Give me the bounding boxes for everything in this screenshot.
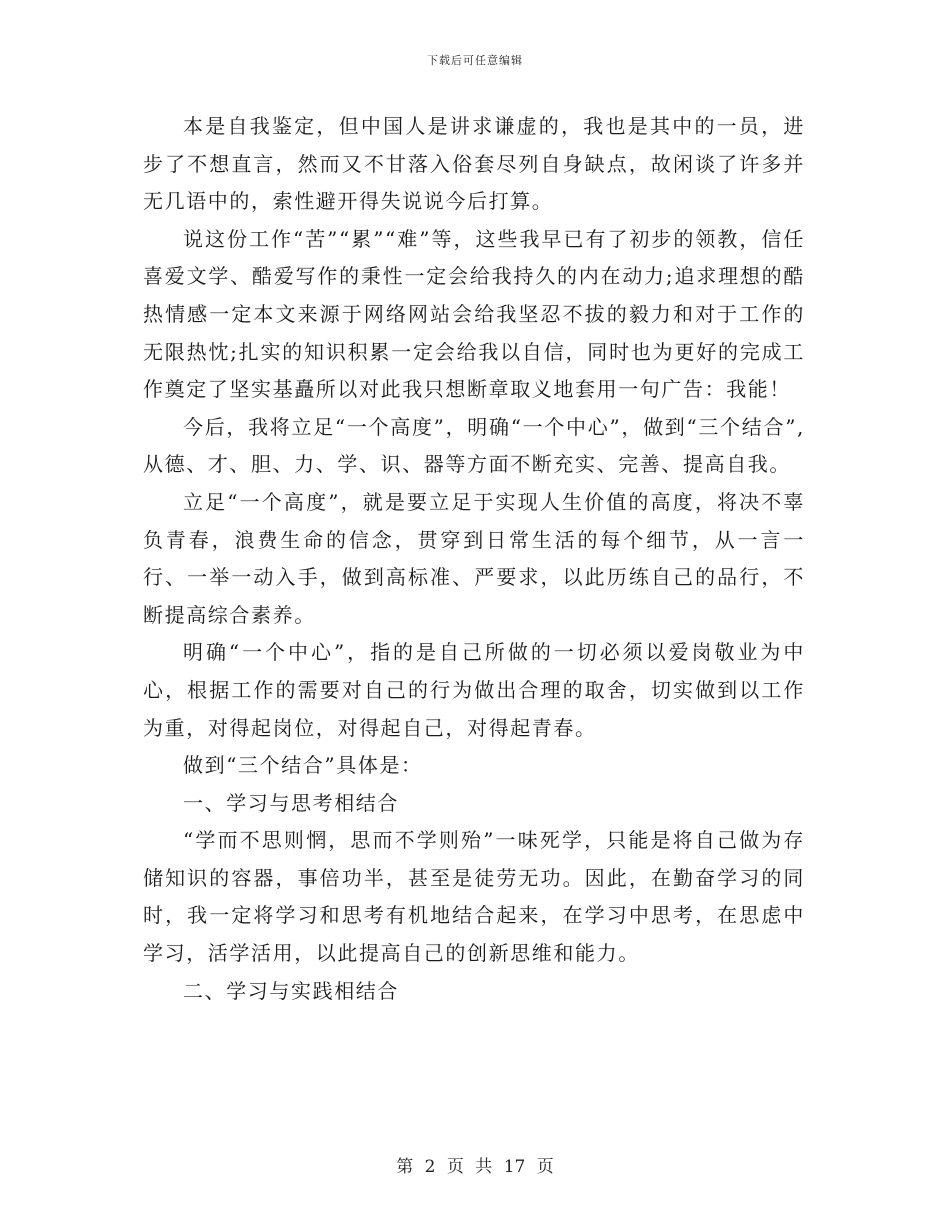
document-body (143, 108, 805, 1010)
paragraph: 说这份工作“苦”“累”“难”等，这些我早已有了初步的领教，信任喜爱文学、酷爱写作的秉性一定会给我持久的内在动力;追求理想的酷热情感一定本文来源于网络网站会给我坚忍不拔的毅力和对于工作的无限热忱;扎实的知识积累一定会给我以自信，同时也为更好的完成工作奠定了坚实基矗所以对此我只想断章取义地套用一句广告：我能！ (143, 226, 805, 402)
page-header-note: 下载后可任意编辑 (427, 54, 523, 67)
paragraph: 做到“三个结合”具体是： (183, 753, 423, 778)
section-heading: 二、学习与实践相结合 (183, 978, 399, 1003)
paragraph: 今后，我将立足“一个高度”，明确“一个中心”，做到“三个结合”,从德、才、胆、力、学、识、器等方面不断充实、完善、提高自我。 (143, 414, 805, 477)
paragraph: 本是自我鉴定，但中国人是讲求谦虚的，我也是其中的一员，进步了不想直言，然而又不甘落入俗套尽列自身缺点，故闲谈了许多并无几语中的，索性避开得失说说今后打算。 (143, 114, 805, 214)
paragraph: 立足“一个高度”，就是要立足于实现人生价值的高度，将决不辜负青春，浪费生命的信念，贯穿到日常生活的每个细节，从一言一行、一举一动入手，做到高标准、严要求，以此历练自己的品行，不断提高综合素养。 (143, 489, 805, 627)
paragraph: “学而不思则惘，思而不学则殆”一味死学，只能是将自己做为存储知识的容器，事倍功半，甚至是徒劳无功。因此，在勤奋学习的同时，我一定将学习和思考有机地结合起来，在学习中思考，在思虑中学习，活学活用，以此提高自己的创新思维和能力。 (143, 828, 805, 966)
paragraph: 明确“一个中心”，指的是自己所做的一切必须以爱岗敬业为中心，根据工作的需要对自己的行为做出合理的取舍，切实做到以工作为重，对得起岗位，对得起自己，对得起青春。 (143, 640, 805, 740)
page-number: 第 2 页 共 17 页 (396, 1157, 554, 1177)
section-heading: 一、学习与思考相结合 (183, 790, 399, 815)
